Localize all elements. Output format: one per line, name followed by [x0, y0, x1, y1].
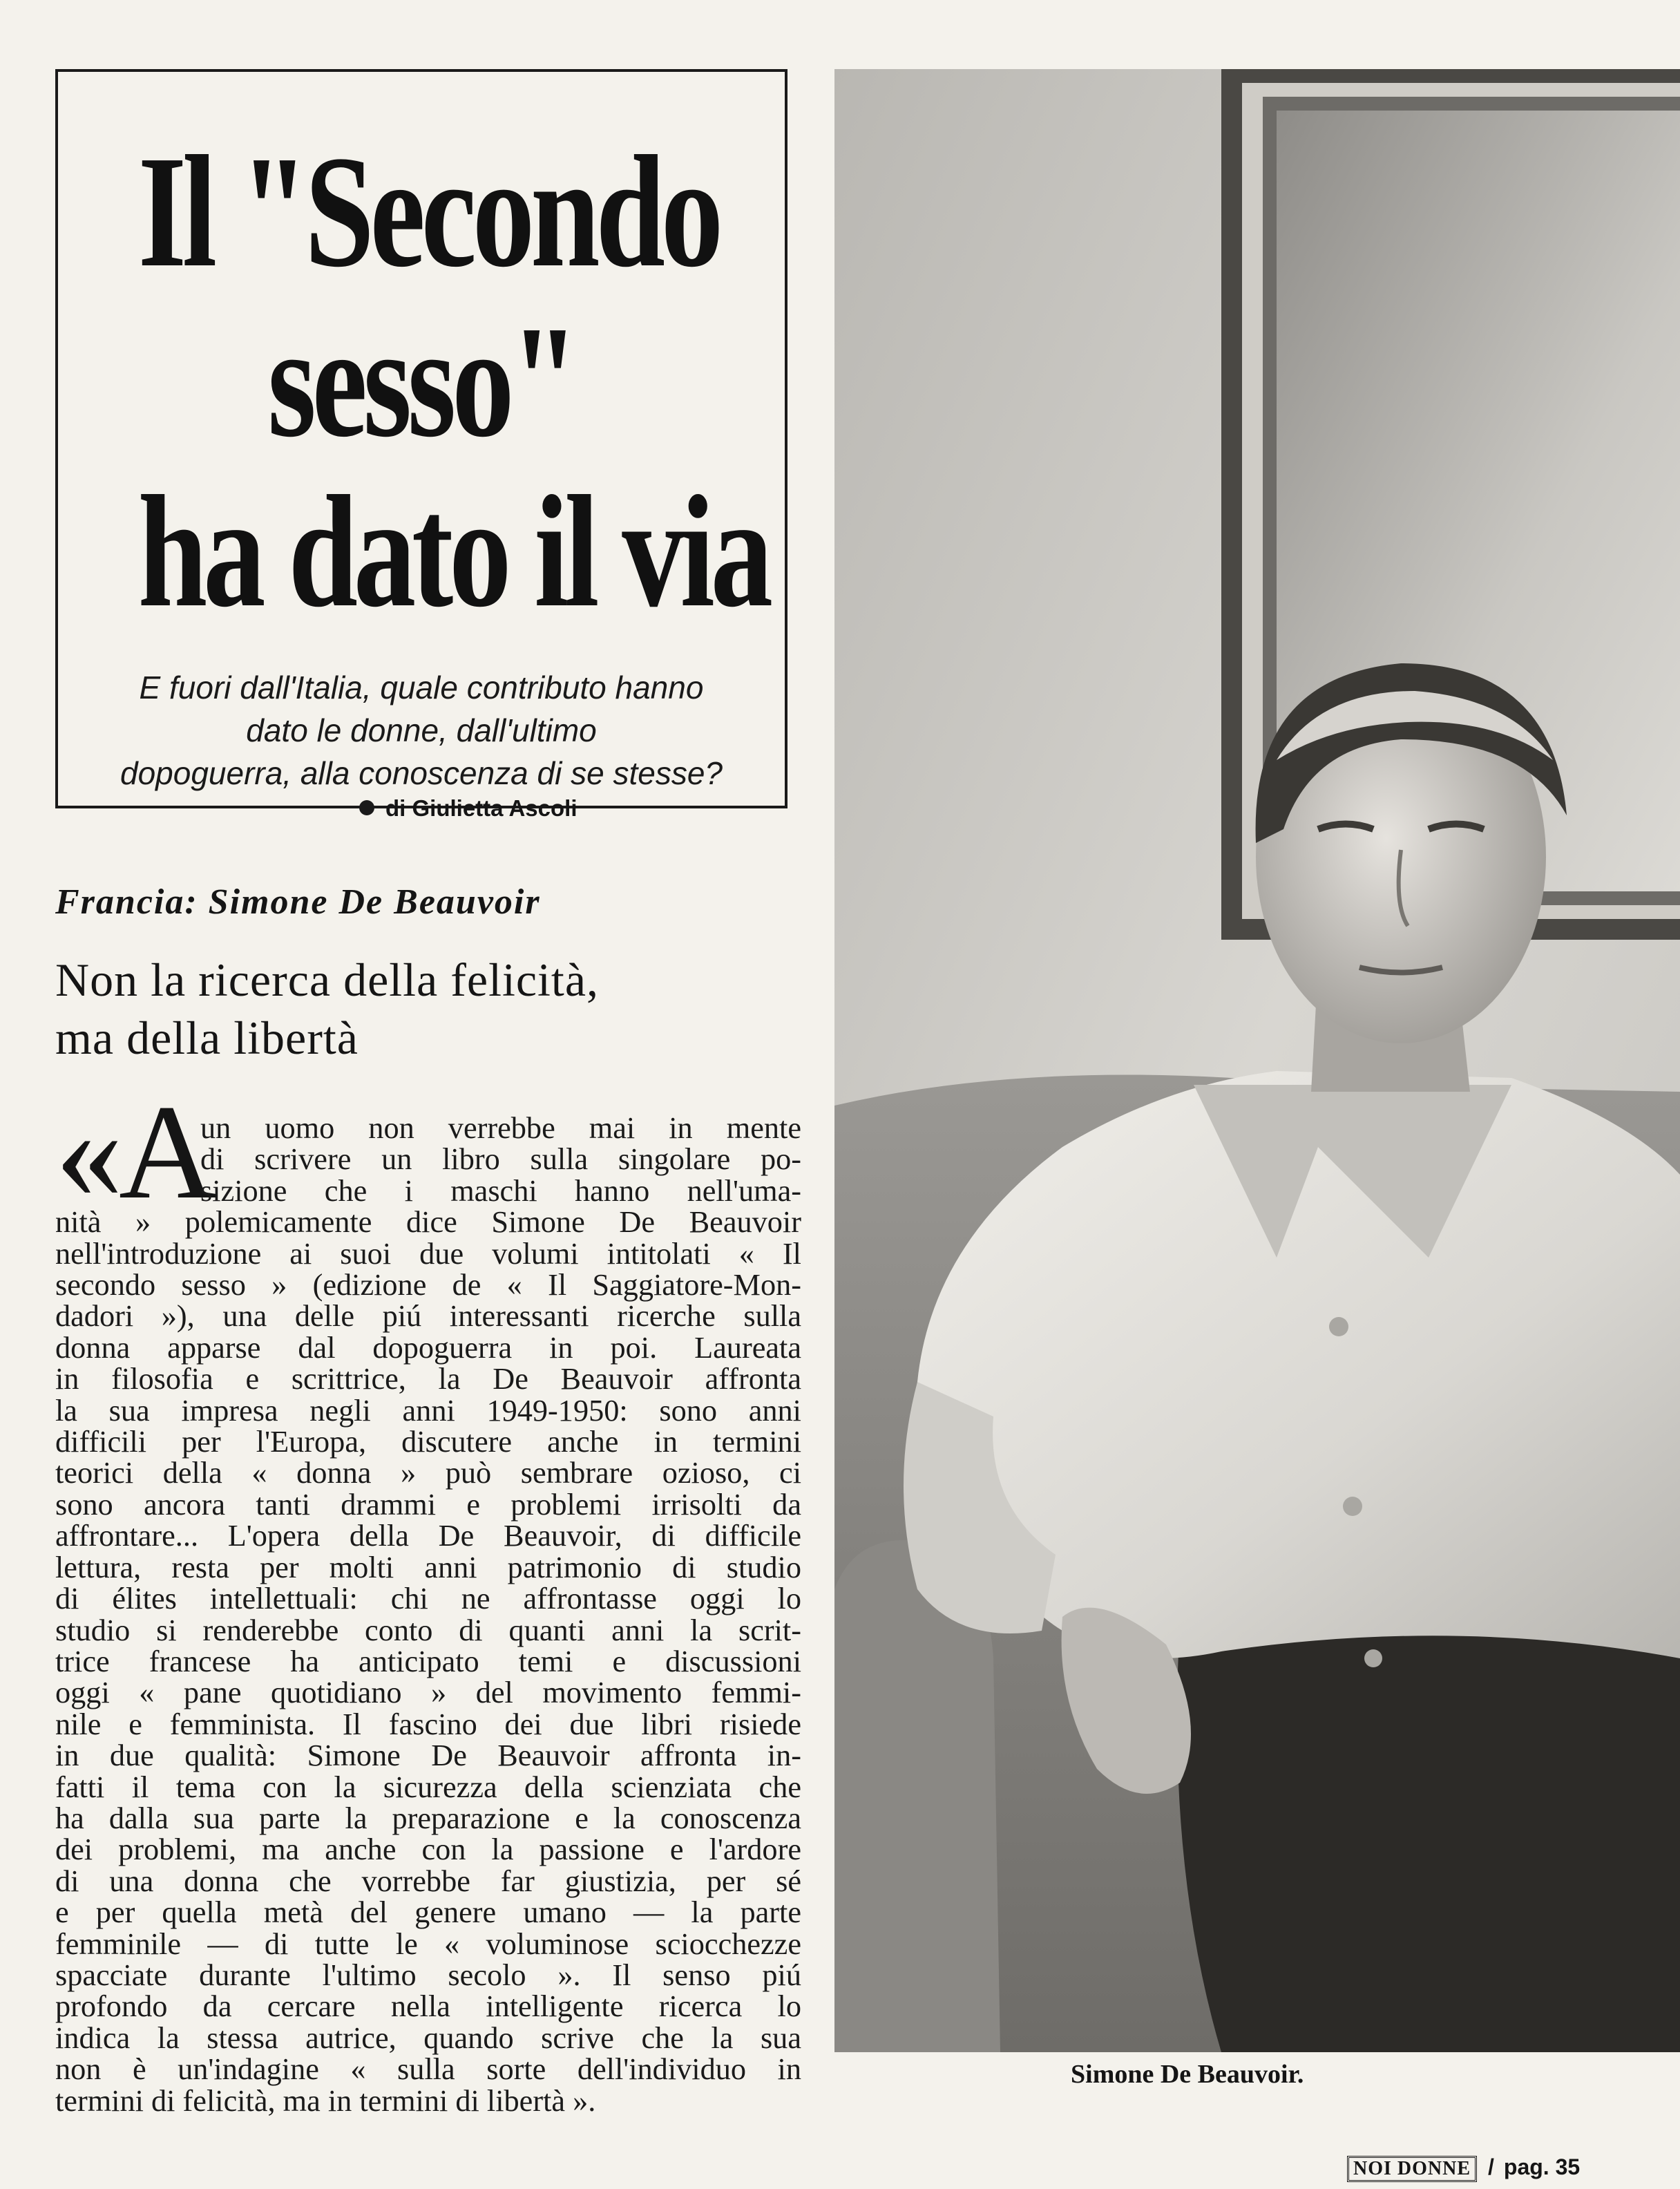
body-line: affrontare... L'opera della De Beauvoir, di difficile	[55, 1519, 801, 1553]
page-footer	[1347, 2154, 1580, 2182]
masthead-logo: NOI DONNE	[1347, 2156, 1477, 2182]
body-line: e per quella metà del genere umano — la parte	[55, 1895, 801, 1930]
byline-row	[55, 796, 788, 831]
body-line: studio si renderebbe conto di quanti anni la scrit-	[55, 1613, 801, 1647]
body-line: teorici della « donna » può sembrare ozioso, ci	[55, 1456, 801, 1490]
body-line: indica la stessa autrice, quando scrive che la sua	[55, 2020, 801, 2055]
subheadline-line-1: E fuori dall'Italia, quale contributo hanno	[139, 670, 704, 705]
body-line: spacciate durante l'ultimo secolo ». Il senso piú	[55, 1958, 801, 1992]
body-line: nità » polemicamente dice Simone De Beauvoir	[55, 1205, 801, 1240]
headline-box	[55, 69, 788, 808]
body-line: fatti il tema con la sicurezza della scienziata che	[55, 1770, 801, 1804]
body-line: un uomo non verrebbe mai in mente	[200, 1111, 801, 1145]
body-line: ha dalla sua parte la preparazione e la conoscenza	[55, 1801, 801, 1835]
body-line: femminile — di tutte le « voluminose sciocchezze	[55, 1926, 801, 1961]
body-line: dadori »), una delle piú interessanti ricerche sulla	[55, 1299, 801, 1334]
body-line: termini di felicità, ma in termini di libertà ».	[55, 2083, 596, 2118]
body-line: nell'introduzione ai suoi due volumi intitolati « Il	[55, 1236, 801, 1271]
page-number: pag. 35	[1503, 2154, 1581, 2179]
body-line: di élites intellettuali: chi ne affrontasse oggi lo	[55, 1582, 801, 1616]
section-title-line-2: ma della libertà	[55, 1012, 359, 1064]
subheadline-line-2: dato le donne, dall'ultimo	[246, 712, 597, 748]
body-line: sono ancora tanti drammi e problemi irrisolti da	[55, 1487, 801, 1522]
body-line: donna apparse dal dopoguerra in poi. Laureata	[55, 1330, 801, 1365]
byline-text: di Giulietta Ascoli	[385, 795, 578, 821]
bullet-icon	[359, 800, 374, 815]
drop-cap: «A	[55, 1077, 213, 1227]
body-line: non è un'indagine « sulla sorte dell'individuo in	[55, 2052, 801, 2087]
byline-rule-right	[608, 806, 788, 808]
body-line: di scrivere un libro sulla singolare po-	[200, 1142, 801, 1177]
headline-line-2: sesso"	[267, 293, 575, 471]
body-line: in filosofia e scrittrice, la De Beauvoir affronta	[55, 1362, 801, 1396]
portrait-photo	[834, 69, 1680, 2052]
body-line: secondo sesso » (edizione de « Il Saggiatore-Mon-	[55, 1268, 801, 1302]
section-title-line-1: Non la ricerca della felicità,	[55, 954, 599, 1006]
body-line: lettura, resta per molti anni patrimonio di studio	[55, 1550, 801, 1584]
body-line: in due qualità: Simone De Beauvoir affronta in-	[55, 1738, 801, 1773]
body-line: difficili per l'Europa, discutere anche in termini	[55, 1425, 801, 1459]
body-line: nile e femminista. Il fascino dei due libri risiede	[55, 1707, 801, 1741]
article-body	[55, 1112, 801, 2116]
subheadline	[86, 666, 757, 795]
body-line: profondo da cercare nella intelligente ricerca lo	[55, 1989, 801, 2024]
body-line: trice francese ha anticipato temi e discussioni	[55, 1644, 801, 1678]
footer-separator: /	[1488, 2154, 1494, 2179]
body-line: sizione che i maschi hanno nell'uma-	[200, 1173, 801, 1208]
body-line: di una donna che vorrebbe far giustizia, per sé	[55, 1864, 801, 1898]
body-line: dei problemi, ma anche con la passione e l'ardore	[55, 1832, 801, 1867]
photo-caption: Simone De Beauvoir.	[1071, 2060, 1304, 2089]
headline-line-3: ha dato il via	[137, 463, 769, 641]
section-kicker: Francia: Simone De Beauvoir	[55, 882, 541, 922]
byline	[359, 796, 578, 821]
byline-rule-left	[55, 806, 238, 808]
body-line: oggi « pane quotidiano » del movimento femmi-	[55, 1676, 801, 1710]
section-title	[55, 951, 815, 1067]
headline-line-1: Il "Secondo	[137, 123, 720, 301]
subheadline-line-3: dopoguerra, alla conoscenza di se stesse?	[120, 755, 723, 791]
headline	[137, 123, 769, 641]
body-line: la sua impresa negli anni 1949-1950: sono anni	[55, 1393, 801, 1428]
